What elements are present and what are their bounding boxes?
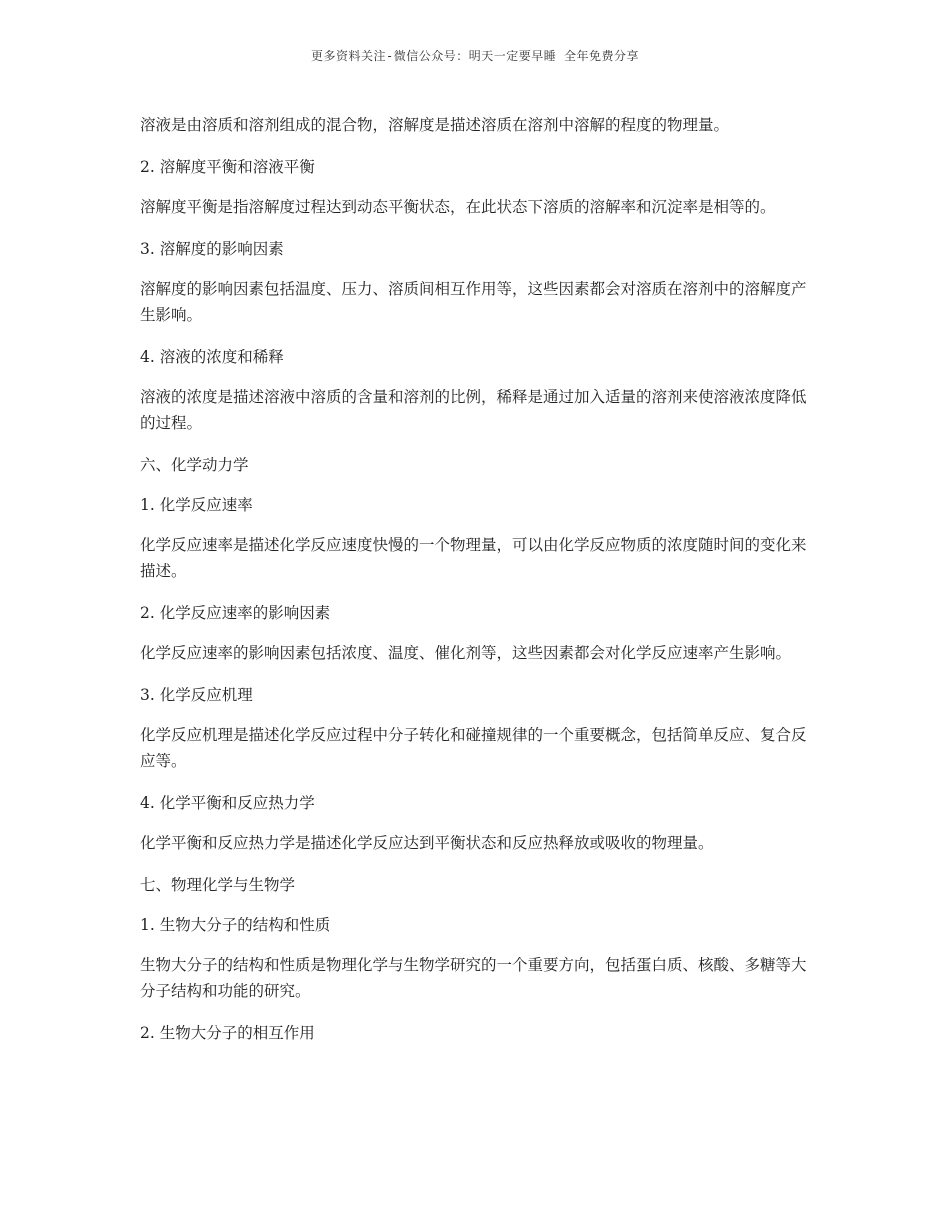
page-header: 更多资料关注-微信公众号：明天一定要早睡 全年免费分享 [311, 49, 639, 63]
paragraph-solubility-equilibrium: 溶解度平衡是指溶解度过程达到动态平衡状态，在此状态下溶质的溶解率和沉淀率是相等的。 [140, 198, 776, 216]
paragraph-rate-factors: 化学反应速率的影响因素包括浓度、温度、催化剂等，这些因素都会对化学反应速率产生影响。 [140, 644, 792, 662]
heading-rate-factors: 2. 化学反应速率的影响因素 [140, 604, 331, 622]
section-heading-chemical-kinetics: 六、化学动力学 [140, 456, 249, 474]
heading-reaction-mechanism: 3. 化学反应机理 [140, 686, 253, 704]
heading-concentration-dilution: 4. 溶液的浓度和稀释 [140, 348, 284, 366]
heading-solubility-factors: 3. 溶解度的影响因素 [140, 240, 284, 258]
section-heading-physchem-biology: 七、物理化学与生物学 [140, 876, 296, 894]
heading-equilibrium-thermodynamics: 4. 化学平衡和反应热力学 [140, 794, 315, 812]
paragraph-biomacromolecule-structure: 生物大分子的结构和性质是物理化学与生物学研究的一个重要方向，包括蛋白质、核酸、多糖等大分子结构和功能的研究。 [140, 956, 807, 1000]
heading-solubility-equilibrium: 2. 溶解度平衡和溶液平衡 [140, 158, 315, 176]
paragraph-reaction-rate: 化学反应速率是描述化学反应速度快慢的一个物理量，可以由化学反应物质的浓度随时间的变化来描述。 [140, 536, 807, 580]
paragraph-concentration-dilution: 溶液的浓度是描述溶液中溶质的含量和溶剂的比例，稀释是通过加入适量的溶剂来使溶液浓度降低的过程。 [140, 388, 807, 432]
heading-biomacromolecule-structure: 1. 生物大分子的结构和性质 [140, 916, 331, 934]
document-body [140, 112, 820, 1060]
heading-reaction-rate: 1. 化学反应速率 [140, 496, 253, 514]
paragraph-solution-definition: 溶液是由溶质和溶剂组成的混合物，溶解度是描述溶质在溶剂中溶解的程度的物理量。 [140, 116, 730, 134]
paragraph-reaction-mechanism: 化学反应机理是描述化学反应过程中分子转化和碰撞规律的一个重要概念，包括简单反应、复合反应等。 [140, 726, 807, 770]
paragraph-equilibrium-thermodynamics: 化学平衡和反应热力学是描述化学反应达到平衡状态和反应热释放或吸收的物理量。 [140, 834, 714, 852]
paragraph-solubility-factors: 溶解度的影响因素包括温度、压力、溶质间相互作用等，这些因素都会对溶质在溶剂中的溶解度产生影响。 [140, 280, 807, 324]
heading-biomacromolecule-interaction: 2. 生物大分子的相互作用 [140, 1024, 315, 1042]
